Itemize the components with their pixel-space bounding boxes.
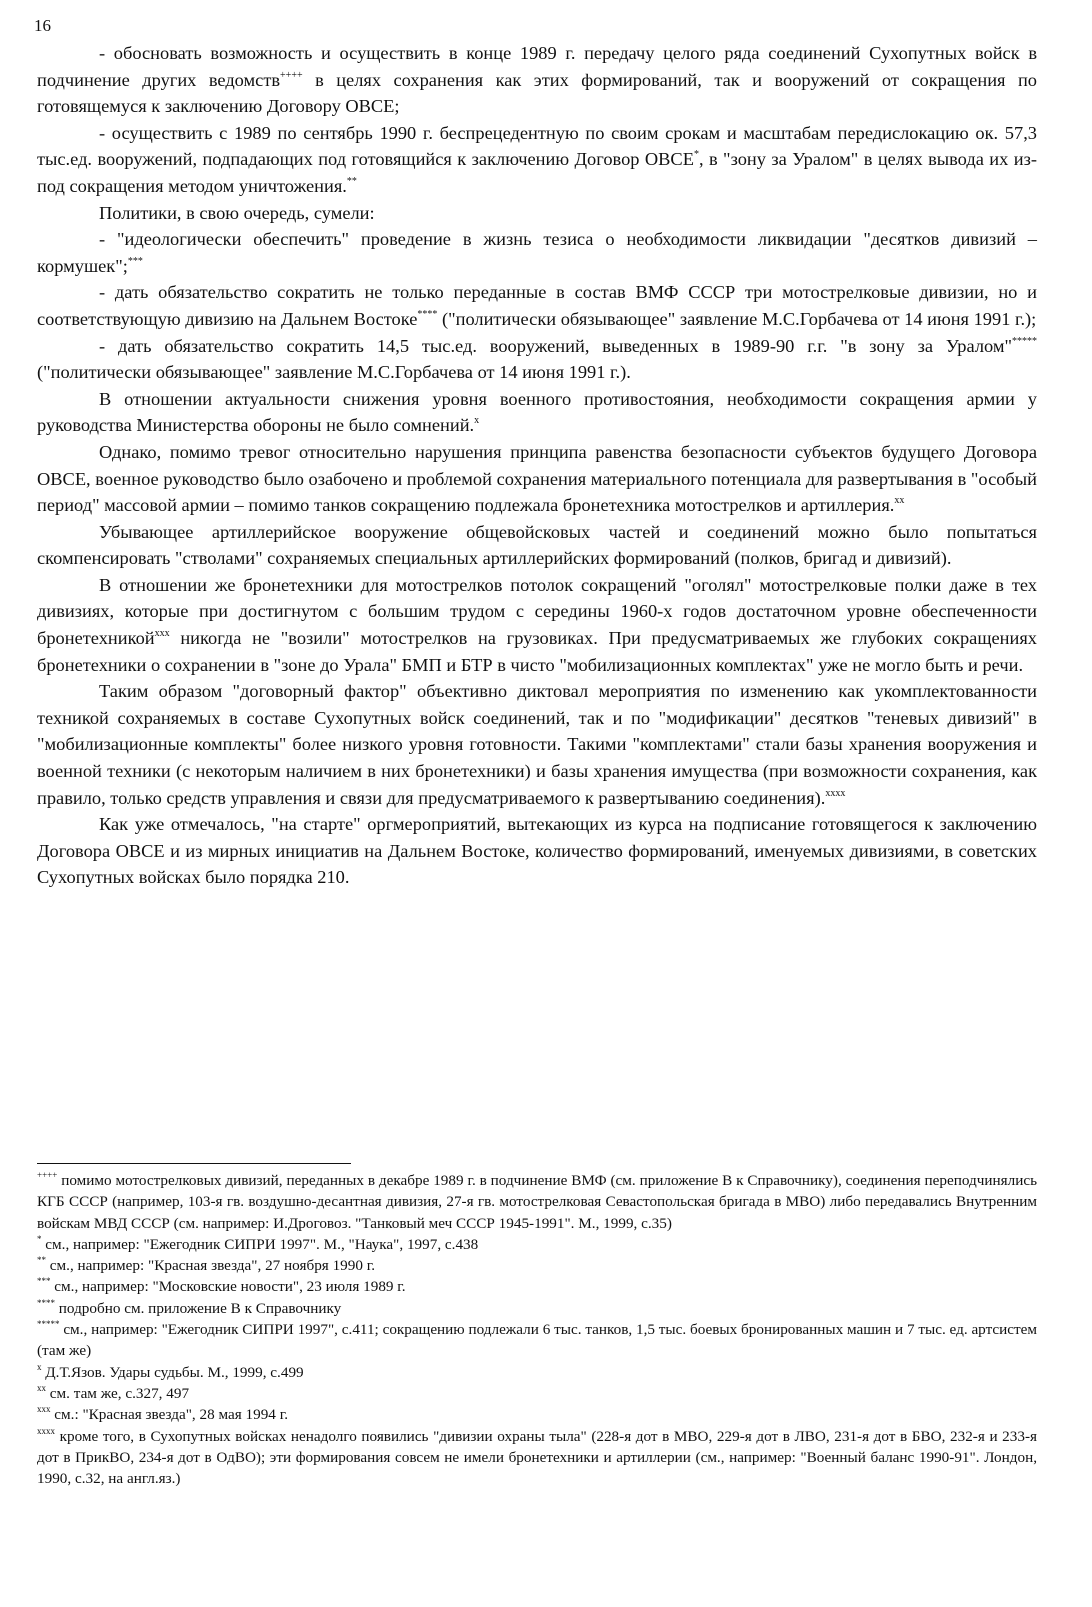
footnote-ref: x <box>474 415 480 427</box>
footnote: $^{xxxx}$ кроме того, в Сухопутных войсках ненадолго появились "дивизии охраны тыла" (228-я дот в МВО, 229-я дот в ЛВО, 231-я дот в БВО, 232-я и 233-я дот в ПрикВО, 234-я дот в ОдВО); эти формирования совсем не имели бронетехники и артиллерии (см., например: "Военный баланс 1990-91". Лондон, 1990, с.32, на англ.яз.) <box>37 1425 1037 1488</box>
paragraph: - дать обязательство сократить не только переданные в состав ВМФ СССР три мотострелковые дивизии, но и соответствующую дивизию на Дальнем Востоке**** ("политически обязывающее" заявление М.С.Горбачева от 14 июня 1991 г.); <box>37 282 1037 329</box>
footnote: $^x$ Д.Т.Язов. Удары судьбы. М., 1999, с.499 <box>37 1361 304 1381</box>
footnote: * см., например: "Ежегодник СИПРИ 1997". М., "Наука", 1997, с.438 <box>37 1233 479 1253</box>
footnote: ** см., например: "Красная звезда", 27 ноября 1990 г. <box>37 1255 376 1275</box>
paragraph: - "идеологически обеспечить" проведение в жизнь тезиса о необходимости ликвидации "десятков дивизий – кормушек";*** <box>37 229 1037 276</box>
footnote: $^{xxx}$ см.: "Красная звезда", 28 мая 1994 г. <box>37 1404 289 1424</box>
footnote-ref: **** <box>417 308 438 320</box>
paragraph: Однако, помимо тревог относительно нарушения принципа равенства безопасности субъектов будущего Договора ОВСЕ, военное руководство было озабочено и проблемой сохранения материального потенциала для развертывания в "особый период" массовой армии – помимо танков сокращению подлежала бронетехника мотострелков и артиллерия.$^{xx}$ <box>37 441 1037 516</box>
footnote: **** подробно см. приложение В к Справочнику <box>37 1297 342 1317</box>
footnote-ref: *** <box>127 255 143 267</box>
footnote-ref: xxx <box>154 628 170 640</box>
footnote: ++++ помимо мотострелковых дивизий, переданных в декабре 1989 г. в подчинение ВМФ (см. приложение В к Справочнику), соединения переподчинялись КГБ СССР (например, 103-я гв. воздушно-десантная дивизия, 27-я гв. мотострелковая Севастопольская бригада в МВО) либо передавались Внутренним войскам МВД СССР (см. например: И.Дроговоз. "Танковый меч СССР 1945-1991". М., 1999, с.35) <box>37 1170 1037 1232</box>
footnote: $^{xx}$ см. там же, с.327, 497 <box>37 1382 190 1402</box>
paragraph: В отношении актуальности снижения уровня военного противостояния, необходимости сокращения армии у руководства Министерства обороны не было сомнений.$^x$ <box>37 388 1037 436</box>
footnotes <box>37 1170 1037 1489</box>
footnote-ref: xx <box>894 495 905 507</box>
paragraph: Убывающее артиллерийское вооружение общевойсковых частей и соединений можно было попытаться скомпенсировать "стволами" сохраняемых специальных артиллерийских формирований (полков, бригад и дивизий). <box>37 521 1037 569</box>
main-text <box>37 40 1037 891</box>
page-number: 16 <box>34 16 51 35</box>
footnote-ref: xxxx <box>825 787 846 799</box>
paragraph: - осуществить с 1989 по сентябрь 1990 г. беспрецедентную по своим срокам и масштабам передислокацию ок. 57,3 тыс.ед. вооружений, подпадающих под готовящийся к заключению Договор ОВСЕ*, в "зону за Уралом" в целях вывода их из-под сокращения методом уничтожения.** <box>37 122 1037 196</box>
footnote-ref: ** <box>346 175 357 187</box>
footnote-ref: * <box>693 149 699 161</box>
paragraph: Как уже отмечалось, "на старте" оргмероприятий, вытекающих из курса на подписание готовящегося к заключению Договора ОВСЕ и из мирных инициатив на Дальнем Востоке, количество формирований, именуемых дивизиями, в советских Сухопутных войсках было порядка 210. <box>37 814 1037 888</box>
footnote-separator <box>37 1163 351 1164</box>
paragraph: Политики, в свою очередь, сумели: <box>99 202 375 223</box>
paragraph: - обосновать возможность и осуществить в конце 1989 г. передачу целого ряда соединений Сухопутных войск в подчинение других ведомств++++ в целях сохранения как этих формирований, так и вооружений от сокращения по готовящемуся к заключению Договору ОВСЕ; <box>37 43 1037 117</box>
footnote: *** см., например: "Московские новости", 23 июля 1989 г. <box>37 1276 406 1296</box>
footnote-ref: ++++ <box>280 69 303 81</box>
paragraph: Таким образом "договорный фактор" объективно диктовал мероприятия по изменению как укомплектованности техникой сохраняемых в составе Сухопутных войск соединений, так и по "модификации" десятков "теневых дивизий" в "мобилизационные комплекты" более низкого уровня готовности. Такими "комплектами" стали базы хранения вооружения и военной техники (с некоторым наличием в них бронетехники) и базы хранения имущества (при возможности сохранения, как правило, только средств управления и связи для предусматриваемого к развертыванию соединения).$^{xxxx}$ <box>37 681 1037 808</box>
paragraph: - дать обязательство сократить 14,5 тыс.ед. вооружений, выведенных в 1989-90 г.г. "в зону за Уралом"***** ("политически обязывающее" заявление М.С.Горбачева от 14 июня 1991 г.). <box>37 335 1037 383</box>
paragraph: В отношении же бронетехники для мотострелков потолок сокращений "оголял" мотострелковые полки даже в тех дивизиях, которые при достигнутом с большим трудом с середины 1960-х годов достаточном уровне обеспеченности бронетехникой$^{xxx}$ никогда не "возили" мотострелков на грузовиках. При предусматриваемых же глубоких сокращениях бронетехники о сохранении в "зоне до Урала" БМП и БТР в чисто "мобилизационных комплектах" уже не могло быть и речи. <box>37 574 1037 675</box>
footnote-ref: ***** <box>1012 335 1037 347</box>
footnote: ***** см., например: "Ежегодник СИПРИ 1997", с.411; сокращению подлежали 6 тыс. танков, 1,5 тыс. боевых бронированных машин и 7 тыс. ед. артсистем (там же) <box>37 1319 1037 1360</box>
